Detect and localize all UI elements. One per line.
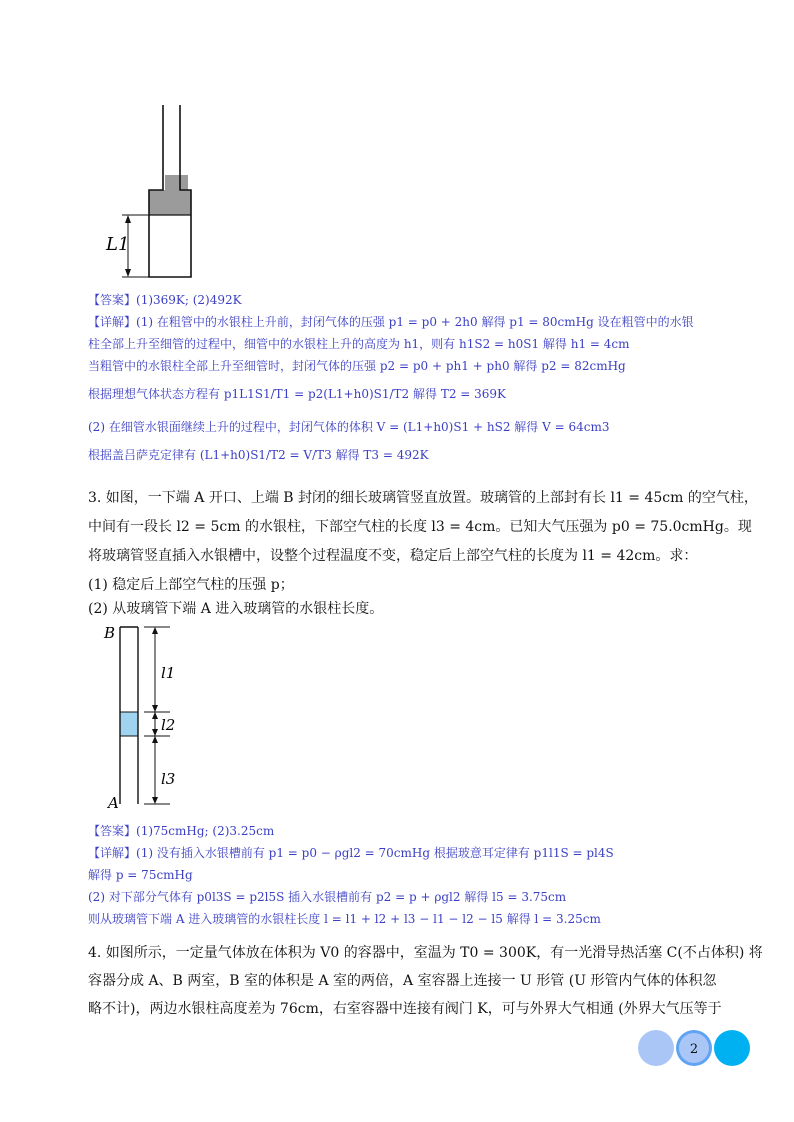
page-number-badge: [636, 1028, 756, 1068]
detail-2-line3: (2) 对下部分气体有 p0l3S = p2l5S 插入水银槽前有 p2 = p + ρgl2 解得 l5 = 3.75cm: [88, 890, 567, 904]
figure-glass-tube: [100, 622, 200, 812]
fig2-label-l1: l1: [161, 664, 176, 682]
detail-2-line1: 【详解】(1) 没有插入水银槽前有 p1 = p0 − ρgl2 = 70cmHg 根据玻意耳定律有 p1l1S = pl4S: [88, 846, 614, 860]
fig2-label-b: B: [104, 624, 116, 642]
fig2-label-l2: l2: [161, 716, 176, 734]
q3-line5: (2) 从玻璃管下端 A 进入玻璃管的水银柱长度。: [88, 601, 384, 617]
q3-line4: (1) 稳定后上部空气柱的压强 p；: [88, 577, 294, 593]
detail-2-line4: 则从玻璃管下端 A 进入玻璃管的水银柱长度 l = l1 + l2 + l3 − l1 − l2 − l5 解得 l = 3.25cm: [88, 912, 601, 926]
q4-line3: 略不计)，两边水银柱高度差为 76cm，右室容器中连接有阀门 K，可与外界大气相通 (外界大气压等于: [88, 1001, 722, 1017]
q4-line2: 容器分成 A、B 两室，B 室的体积是 A 室的两倍，A 室容器上连接一 U 形管 (U 形管内气体的体积忽: [88, 973, 717, 989]
detail-2-line2: 解得 p = 75cmHg: [88, 868, 193, 882]
figure-tube-diagram: [100, 100, 210, 285]
detail-1-line3: 当粗管中的水银柱全部上升至细管时，封闭气体的压强 p2 = p0 + ph1 + ph0 解得 p2 = 82cmHg: [88, 359, 626, 373]
detail-1-line1: 【详解】(1) 在粗管中的水银柱上升前，封闭气体的压强 p1 = p0 + 2h0 解得 p1 = 80cmHg 设在粗管中的水银: [88, 315, 694, 329]
q3-line2: 中间有一段长 l2 = 5cm 的水银柱，下部空气柱的长度 l3 = 4cm。已知大气压强为 p0 = 75.0cmHg。现: [88, 519, 752, 535]
fig2-label-a: A: [108, 794, 119, 812]
page-number: 2: [689, 1042, 699, 1057]
detail-1-line2: 柱全部上升至细管的过程中，细管中的水银柱上升的高度为 h1，则有 h1S2 = h0S1 解得 h1 = 4cm: [88, 337, 630, 351]
fig1-label: L1: [106, 234, 130, 255]
answer-2: 【答案】(1)75cmHg; (2)3.25cm: [88, 824, 275, 838]
q3-line3: 将玻璃管竖直插入水银槽中，设整个过程温度不变，稳定后上部空气柱的长度为 l1 = 42cm。求：: [88, 548, 698, 564]
detail-1-line5: (2) 在细管水银面继续上升的过程中，封闭气体的体积 V = (L1+h0)S1 + hS2 解得 V = 64cm3: [88, 420, 610, 434]
q3-line1: 3. 如图，一下端 A 开口、上端 B 封闭的细长玻璃管竖直放置。玻璃管的上部封有长 l1 = 45cm 的空气柱，: [88, 490, 758, 506]
q4-line1: 4. 如图所示，一定量气体放在体积为 V0 的容器中，室温为 T0 = 300K，有一光滑导热活塞 C(不占体积) 将: [88, 945, 763, 961]
fig2-label-l3: l3: [161, 770, 176, 788]
detail-1-line6: 根据盖吕萨克定律有 (L1+h0)S1/T2 = V/T3 解得 T3 = 492K: [88, 448, 429, 462]
detail-1-line4: 根据理想气体状态方程有 p1L1S1/T1 = p2(L1+h0)S1/T2 解得 T2 = 369K: [88, 387, 507, 401]
answer-1: 【答案】(1)369K; (2)492K: [88, 293, 242, 307]
